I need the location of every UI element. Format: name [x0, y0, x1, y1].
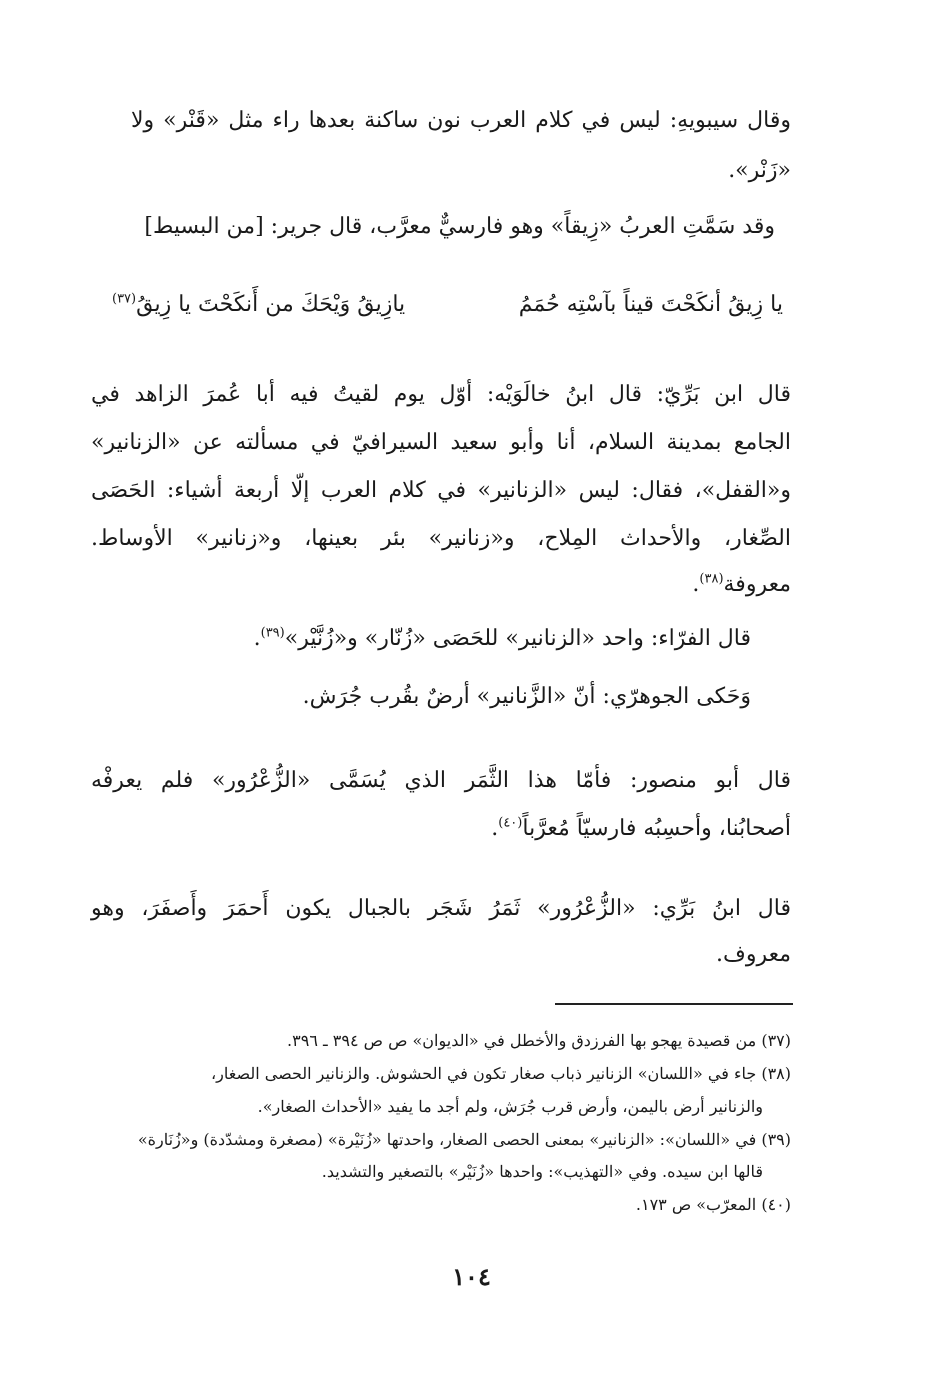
- paragraph-4-line-1-text: قال الفرّاء: واحد «الزنانير» للحَصَى «زُنّار» و«زُنَّيْر»: [284, 626, 751, 651]
- paragraph-3-line-1: قال ابن بَرِّيّ: قال ابنُ خالَوَيْه: أوّل يوم لقيتُ فيه أبا عُمرَ الزاهد في: [91, 382, 791, 407]
- footnote-ref-40: (٤٠): [498, 815, 523, 831]
- verse-hemistich-left: [112, 292, 405, 317]
- paragraph-5-line-1: وَحَكى الجوهرّي: أنّ «الزَّنانير» أرضٌ بقُرب جُرَش.: [302, 684, 751, 709]
- paragraph-6-line-2-text: أصحابُنا، وأحسِبُه فارسيّاً مُعرَّباً: [522, 816, 791, 841]
- paragraph-3-line-4: الصِّغار، والأحداث المِلاح، و«زنانير» بئر بعينها، و«زنانير» الأوساط.: [91, 526, 791, 551]
- footnote-39-line-2: قالها ابن سيده. وفي «التهذيب»: واحدها «زُنَيْر» بالتصغير والتشديد.: [321, 1162, 763, 1181]
- paragraph-1-line-2: «زَنْر».: [728, 158, 791, 183]
- verse-hemistich-right-text: يا زِيقُ أنكَحْتَ قيناً بآسْتِه حُمَمُ: [518, 292, 783, 317]
- page-number: ١٠٤: [452, 1262, 491, 1291]
- paragraph-3-line-5-text: معروفة: [723, 572, 791, 597]
- footnote-38-line-1: (٣٨) جاء في «اللسان» الزنانير ذباب صغار تكون في الحشوش. والزنانير الحصى الصغار،: [210, 1064, 791, 1083]
- footnote-37: (٣٧) من قصيدة يهجو بها الفرزدق والأخطل في «الديوان» ص ص ٣٩٤ ـ ٣٩٦.: [287, 1031, 791, 1050]
- footnote-separator: [555, 1003, 793, 1005]
- footnote-ref-37: (٣٧): [112, 291, 137, 307]
- paragraph-3-line-3: و«القفل»، فقال: ليس «الزنانير» في كلام العرب إلّا أربعة أشياء: الحَصَى: [91, 478, 791, 503]
- footnote-ref-39: (٣٩): [260, 625, 285, 641]
- paragraph-6-line-1: قال أبو منصور: فأمّا هذا الثَّمَر الذي يُسَمَّى «الزُّعْرُور» فلم يعرفْه: [91, 768, 791, 793]
- footnote-40: (٤٠) المعرّب» ص ١٧٣.: [635, 1195, 791, 1214]
- paragraph-4-line-1: قال الفرّاء: واحد «الزنانير» للحَصَى «زُنّار» و«زُنَّيْر»$^{(٣٩)}$.: [253, 625, 751, 651]
- paragraph-6-line-2: أصحابُنا، وأحسِبُه فارسيّاً مُعرَّباً$^{(٤٠)}$.: [491, 815, 791, 841]
- verse-hemistich-right: [519, 292, 783, 317]
- footnote-ref-38: (٣٨): [699, 571, 724, 587]
- paragraph-7-line-2: معروف.: [716, 942, 791, 967]
- paragraph-1-line-1: وقال سيبويهِ: ليس في كلام العرب نون ساكنة بعدها راء مثل «قَنْر» ولا: [131, 108, 791, 133]
- footnote-38-line-2: والزنانير أرض باليمن، وأرض قرب جُرَش، ولم أجد ما يفيد «الأحداث الصغار».: [257, 1097, 763, 1116]
- footnote-39-line-1: (٣٩) في «اللسان»: «الزنانير» بمعنى الحصى الصغار، واحدتها «زُنَيْرة» (مصغرة ومشدّدة) و«زُنَارة»: [137, 1130, 791, 1149]
- paragraph-3-line-2: الجامع بمدينة السلام، أنا وأبو سعيد السيرافيّ في مسألته عن «الزنانير»: [91, 430, 791, 455]
- paragraph-2-line-1: وقد سَمَّتِ العربُ «زِيقاً» وهو فارسيٌّ معرَّب، قال جرير: [من البسيط]: [144, 214, 775, 239]
- paragraph-3-line-5: معروفة$^{(٣٨)}$.: [692, 571, 791, 597]
- verse-hemistich-left-text: يازِيقُ وَيْحَكَ من أَنكَحْتَ يا زِيقُ: [136, 292, 406, 317]
- paragraph-7-line-1: قال ابنُ بَرِّي: «الزُّعْرُور» ثَمَرُ شَجَر بالجبال يكون أَحمَرَ وأَصفَرَ، وهو: [91, 896, 791, 921]
